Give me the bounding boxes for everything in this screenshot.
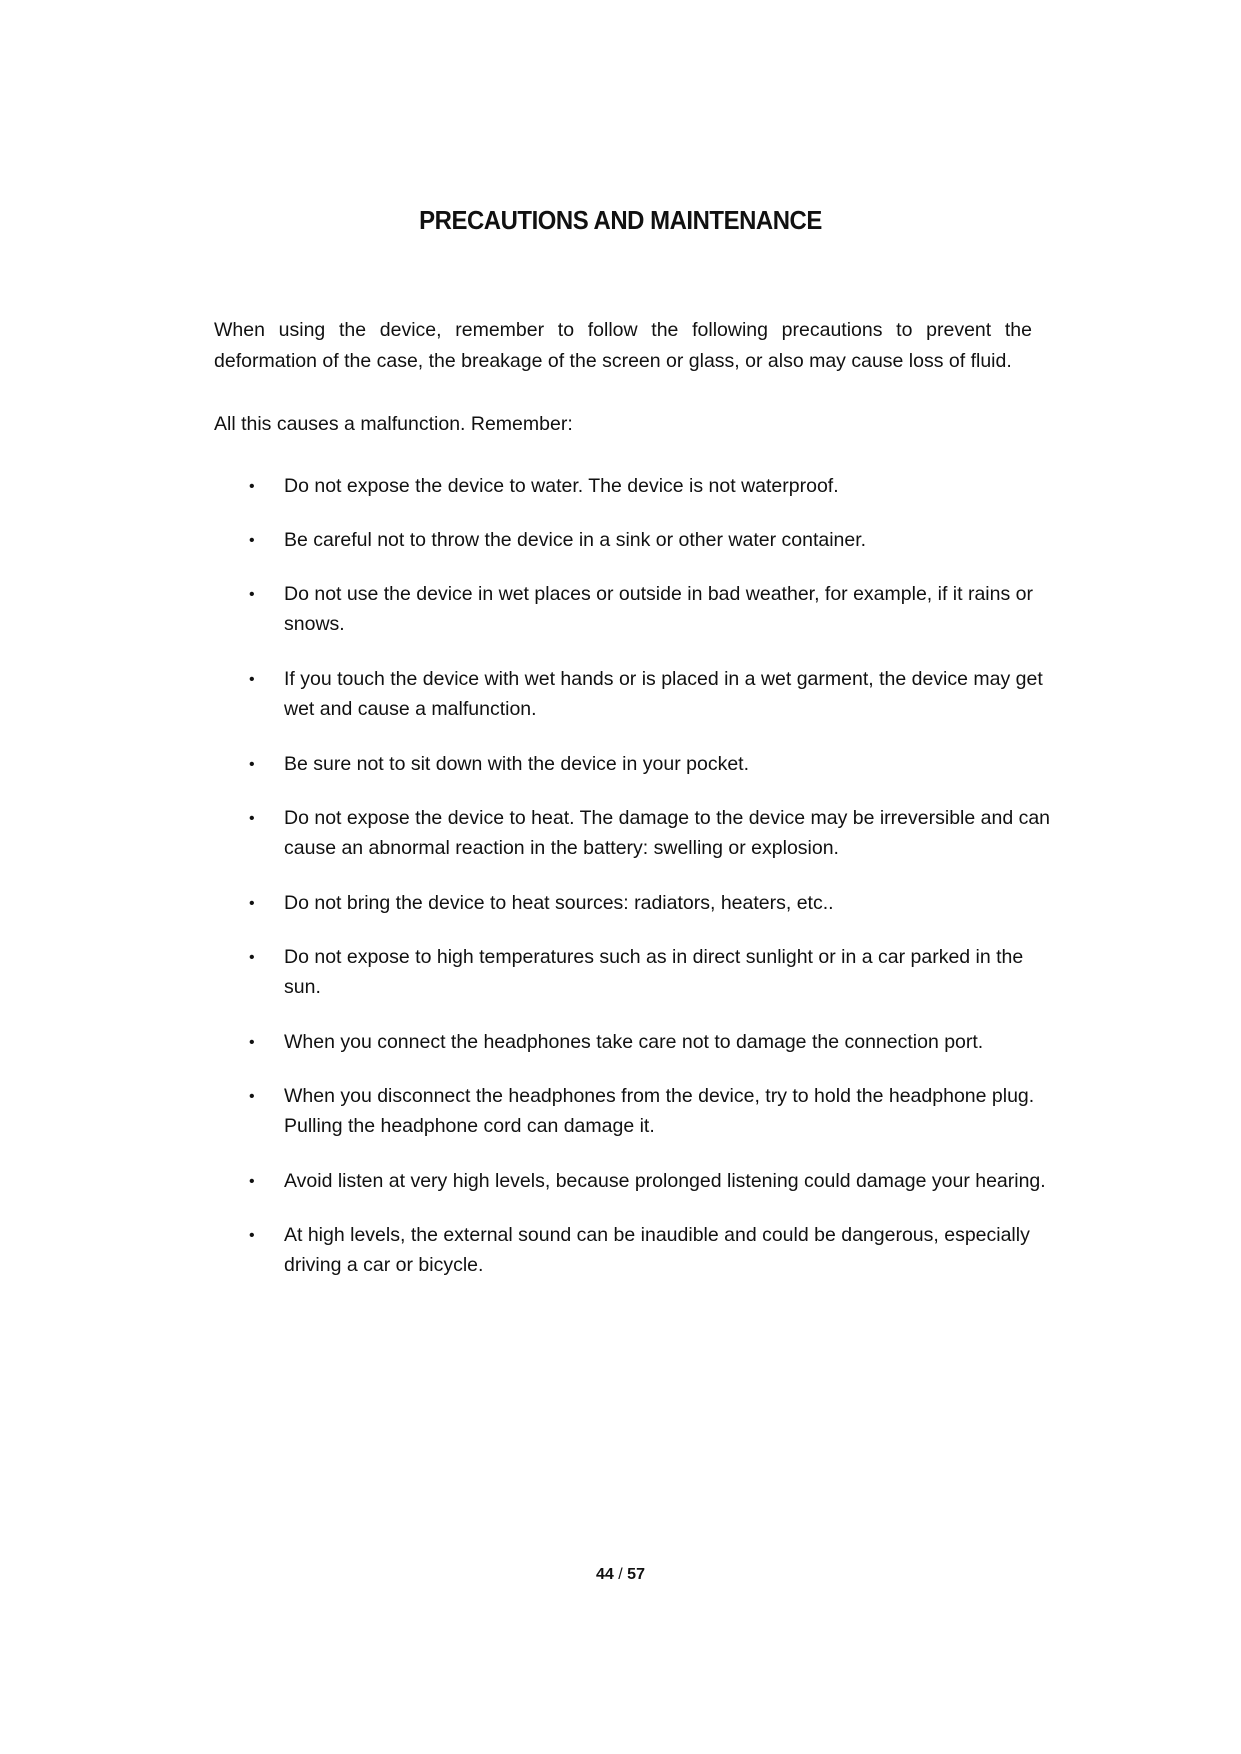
list-item-text: Do not expose the device to heat. The damage to the device may be irreversible and can cause an abnormal reaction in the battery: swelling or explosion. <box>284 807 1051 859</box>
list-item-text: When you connect the headphones take care not to damage the connection port. <box>284 1031 984 1053</box>
list-item <box>214 1167 1044 1197</box>
intro-line-1: When using the device, remember to follow the following precautions to prevent the <box>214 319 1032 341</box>
remember-paragraph: All this causes a malfunction. Remember: <box>214 413 573 435</box>
list-item-text: Do not expose to high temperatures such as in direct sunlight or in a car parked in the sun. <box>284 946 1024 998</box>
list-item <box>214 804 1051 863</box>
list-item <box>214 1028 1044 1058</box>
page-separator: / <box>618 1566 623 1583</box>
list-item <box>214 1082 1044 1141</box>
total-pages-number: 57 <box>627 1566 645 1583</box>
list-item <box>214 1221 1044 1280</box>
list-item <box>214 472 1044 502</box>
list-item <box>214 943 1044 1002</box>
list-item-text: Be sure not to sit down with the device in your pocket. <box>284 753 750 775</box>
bullet-icon: • <box>249 586 255 603</box>
page-number <box>0 1566 1241 1584</box>
bullet-icon: • <box>249 532 255 549</box>
bullet-icon: • <box>249 478 255 495</box>
bullet-icon: • <box>249 810 255 827</box>
list-item-text: If you touch the device with wet hands or is placed in a wet garment, the device may get wet and cause a malfunction. <box>284 668 1043 720</box>
bullet-icon: • <box>249 671 255 688</box>
list-item <box>214 750 1044 780</box>
list-item-text: Do not use the device in wet places or outside in bad weather, for example, if it rains or snows. <box>284 583 1033 635</box>
bullet-icon: • <box>249 1173 255 1190</box>
list-item-text: When you disconnect the headphones from the device, try to hold the headphone plug. Pulling the headphone cord can damage it. <box>284 1085 1035 1137</box>
bullet-icon: • <box>249 895 255 912</box>
list-item-text: Be careful not to throw the device in a sink or other water container. <box>284 529 867 551</box>
intro-line-2: deformation of the case, the breakage of the screen or glass, or also may cause loss of fluid. <box>214 350 1012 372</box>
bullet-icon: • <box>249 1227 255 1244</box>
intro-paragraph <box>214 315 1032 377</box>
list-item <box>214 526 1044 556</box>
bullet-icon: • <box>249 1088 255 1105</box>
bullet-icon: • <box>249 756 255 773</box>
list-item <box>214 889 1044 919</box>
list-item <box>214 665 1044 724</box>
page-title: PRECAUTIONS AND MAINTENANCE <box>419 205 822 235</box>
bullet-icon: • <box>249 949 255 966</box>
list-item-text: At high levels, the external sound can be inaudible and could be dangerous, especially driving a car or bicycle. <box>284 1224 1030 1276</box>
current-page-number: 44 <box>596 1566 614 1583</box>
precautions-list <box>214 472 1051 1280</box>
bullet-icon: • <box>249 1034 255 1051</box>
list-item <box>214 580 1044 639</box>
list-item-text: Do not expose the device to water. The device is not waterproof. <box>284 475 839 497</box>
list-item-text: Do not bring the device to heat sources: radiators, heaters, etc.. <box>284 892 834 914</box>
list-item-text: Avoid listen at very high levels, because prolonged listening could damage your hearing. <box>284 1170 1046 1192</box>
